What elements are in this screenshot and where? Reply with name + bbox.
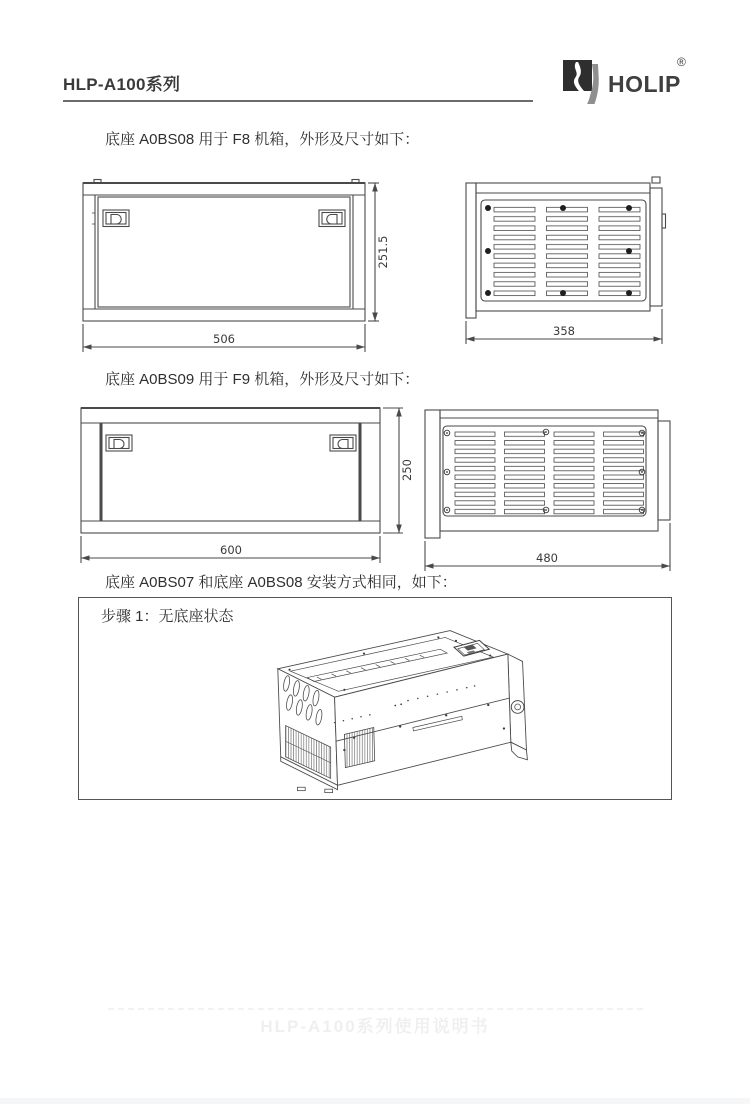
- front-view-a0bs08-width-dim: [83, 324, 365, 352]
- bottom-view-a0bs09-width-dim: [425, 523, 670, 571]
- vent-slats: [454, 430, 646, 516]
- watermark: HLP-A100系列使用说明书: [260, 1017, 490, 1036]
- width-dimension-label: 358: [553, 324, 575, 338]
- bottom-feet: [297, 787, 332, 792]
- brand-logo: [563, 55, 693, 107]
- width-dimension-label: 506: [213, 332, 235, 346]
- width-dimension-label: 600: [220, 543, 242, 557]
- front-view-a0bs08-handles: [103, 210, 345, 227]
- front-view-a0bs09-handles: [106, 435, 356, 451]
- vent-slats: [493, 205, 641, 298]
- step-label: 步骤 1：无底座状态: [101, 608, 234, 625]
- brand-name: HOLIP: [608, 71, 681, 97]
- section-intro-a0bs08: 底座 A0BS08 用于 F8 机箱，外形及尺寸如下：: [105, 131, 420, 148]
- header-rule: [63, 100, 533, 102]
- front-view-a0bs09-outline: [81, 408, 380, 533]
- bottom-band: [0, 1098, 750, 1104]
- section-intro-a0bs07: 底座 A0BS07 和底座 A0BS08 安装方式相同，如下：: [105, 574, 457, 591]
- front-view-a0bs09-width-dim: [81, 536, 380, 563]
- watermark-dash-line: [108, 1008, 643, 1010]
- page-title: HLP-A100系列: [63, 75, 181, 94]
- mounting-ring: [511, 701, 524, 714]
- bottom-view-a0bs08: [438, 166, 673, 358]
- registered-mark: ®: [677, 55, 686, 69]
- height-dimension-label: 250: [400, 459, 414, 481]
- height-dimension-label: 251.5: [376, 235, 390, 269]
- front-view-a0bs08-outline: [83, 180, 365, 322]
- bottom-view-a0bs09: [416, 398, 678, 574]
- width-dimension-label: 480: [536, 551, 558, 565]
- bottom-view-a0bs08-width-dim: [466, 309, 662, 344]
- holip-logo-icon: [563, 58, 607, 106]
- step-box: [78, 597, 672, 800]
- section-intro-a0bs09: 底座 A0BS09 用于 F9 机箱，外形及尺寸如下：: [105, 371, 420, 388]
- front-view-a0bs09-height-dim: [383, 408, 414, 533]
- front-view-a0bs08: [58, 166, 398, 358]
- front-view-a0bs09: [56, 398, 421, 574]
- front-view-a0bs08-height-dim: [368, 183, 390, 321]
- inverter-isometric-drawing: [243, 612, 573, 798]
